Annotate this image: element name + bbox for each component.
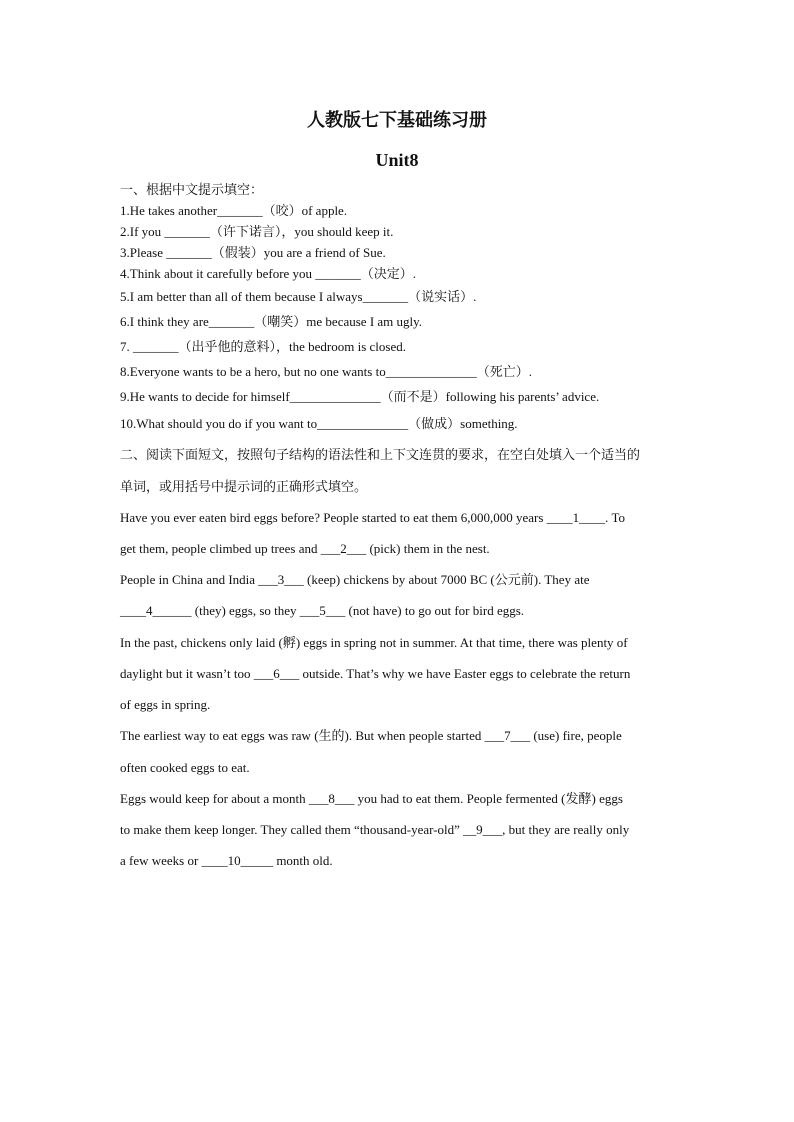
passage-line-12: a few weeks or ____10_____ month old.: [120, 853, 333, 868]
exercise-item-7: 7. _______（出乎他的意料），the bedroom is closed.: [120, 339, 406, 354]
document-title: 人教版七下基础练习册: [307, 110, 487, 130]
unit-title: Unit8: [375, 150, 419, 170]
exercise-item-6: 6.I think they are_______（嘲笑）me because I am ugly.: [120, 314, 423, 329]
exercise-item-4: 4.Think about it carefully before you _______（决定）.: [120, 266, 417, 281]
passage-line-4: ____4______ (they) eggs, so they ___5___ (not have) to go out for bird eggs.: [120, 603, 525, 618]
passage-line-9: often cooked eggs to eat.: [120, 760, 250, 775]
passage-line-8: The earliest way to eat eggs was raw (生的). But when people started ___7___ (use) fire, people: [120, 728, 622, 743]
exercise-item-9: 9.He wants to decide for himself______________（而不是）following his parents’ advice.: [120, 389, 600, 404]
passage-line-1: Have you ever eaten bird eggs before? People started to eat them 6,000,000 years ____1____. To: [120, 510, 625, 525]
passage-line-7: of eggs in spring.: [120, 697, 211, 712]
passage-line-3: People in China and India ___3___ (keep) chickens by about 7000 BC (公元前). They ate: [120, 572, 590, 587]
passage-line-2: get them, people climbed up trees and ___2___ (pick) them in the nest.: [120, 541, 490, 556]
section2-instruction-line-1: 二、阅读下面短文，按照句子结构的语法性和上下文连贯的要求，在空白处填入一个适当的: [120, 447, 641, 462]
exercise-item-2: 2.If you _______（许下诺言），you should keep it.: [120, 224, 394, 239]
section2-instruction-line-2: 单词，或用括号中提示词的正确形式填空。: [120, 479, 368, 494]
exercise-item-10: 10.What should you do if you want to______________（做成）something.: [120, 416, 518, 431]
section1-heading: 一、根据中文提示填空：: [120, 182, 264, 197]
exercise-item-1: 1.He takes another_______（咬）of apple.: [120, 203, 348, 218]
exercise-item-3: 3.Please _______（假装）you are a friend of Sue.: [120, 245, 386, 260]
passage-line-10: Eggs would keep for about a month ___8___ you had to eat them. People fermented (发酵) eggs: [120, 791, 623, 806]
passage-line-11: to make them keep longer. They called them “thousand-year-old” __9___, but they are really only: [120, 822, 630, 837]
passage-line-6: daylight but it wasn’t too ___6___ outside. That’s why we have Easter eggs to celebrate the return: [120, 666, 631, 681]
passage-line-5: In the past, chickens only laid (孵) eggs in spring not in summer. At that time, there was plenty of: [120, 635, 628, 650]
exercise-item-8: 8.Everyone wants to be a hero, but no one wants to______________（死亡）.: [120, 364, 532, 379]
exercise-item-5: 5.I am better than all of them because I always_______（说实话）.: [120, 289, 477, 304]
